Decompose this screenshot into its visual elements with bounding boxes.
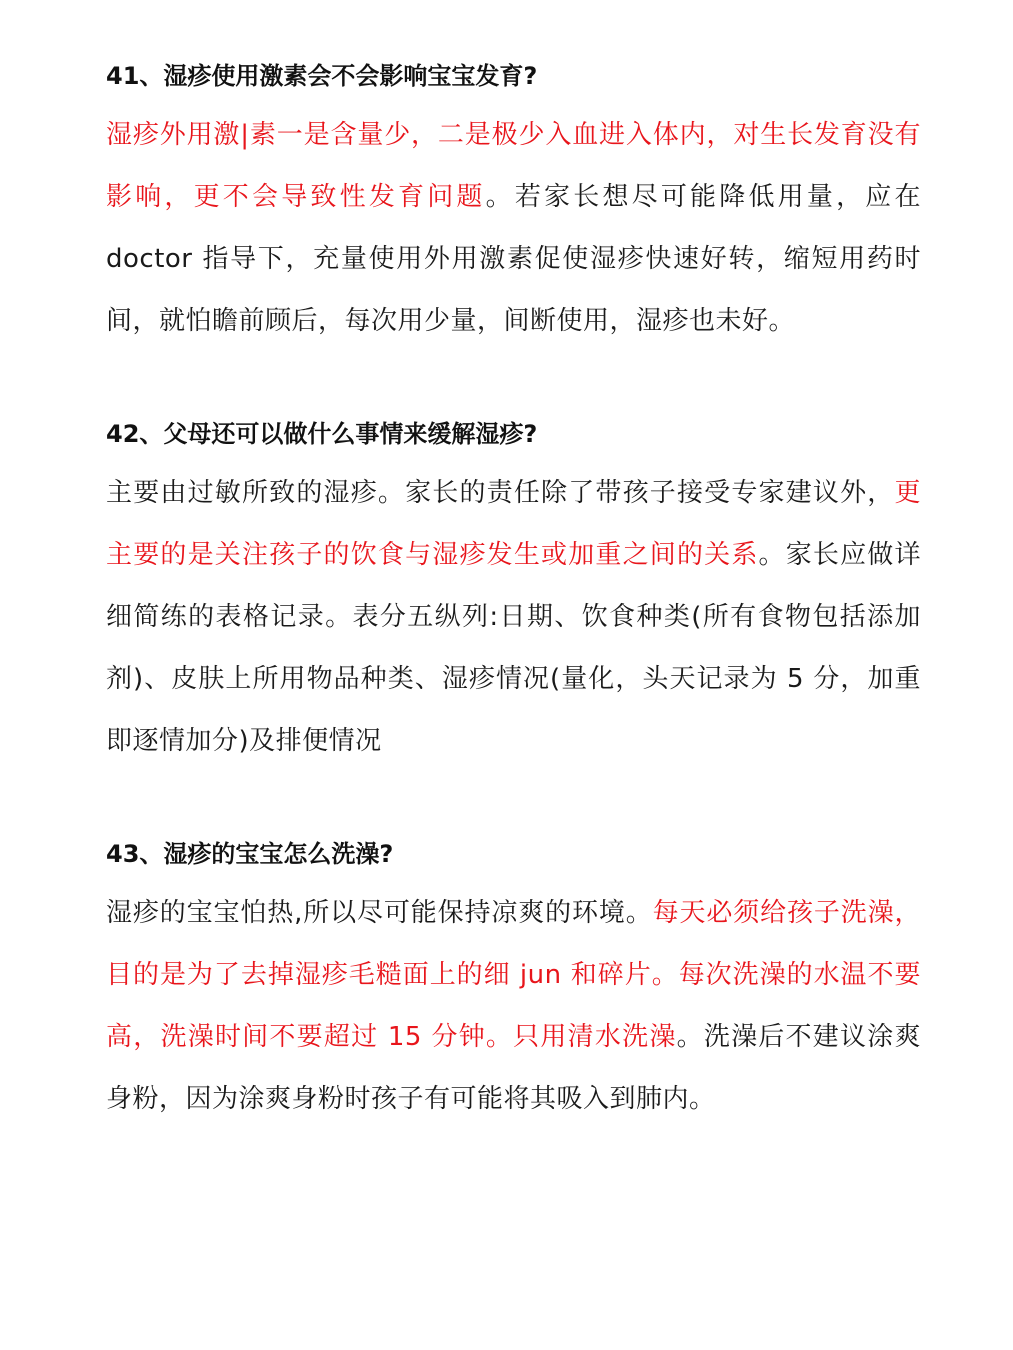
highlighted-text: 更主要的是关注孩子的饮食与湿疹发生或加重之间的关系 xyxy=(106,478,921,570)
answer-paragraph xyxy=(106,104,921,352)
qa-section-41 xyxy=(106,56,921,352)
qa-section-42 xyxy=(106,414,921,772)
highlighted-text: 每天必须给孩子洗澡，目的是为了去掉湿疹毛糙面上的细 jun 和碎片。每次洗澡的水温不要高，洗澡时间不要超过 15 分钟。只用清水洗澡 xyxy=(106,898,921,1052)
question-title: 43、湿疹的宝宝怎么洗澡? xyxy=(106,840,394,868)
answer-paragraph xyxy=(106,462,921,772)
highlighted-text: 湿疹外用激|素一是含量少，二是极少入血进入体内，对生长发育没有影响，更不会导致性发育问题 xyxy=(106,120,921,212)
answer-paragraph xyxy=(106,882,921,1130)
question-title: 42、父母还可以做什么事情来缓解湿疹? xyxy=(106,420,538,448)
body-text: 。洗澡后不建议涂爽身粉，因为涂爽身粉时孩子有可能将其吸入到肺内。 xyxy=(106,1022,921,1114)
body-text: 。家长应做详细简练的表格记录。表分五纵列:日期、饮食种类(所有食物包括添加剂)、皮肤上所用物品种类、湿疹情况(量化，头天记录为 5 分，加重即逐情加分)及排便情况 xyxy=(106,540,921,756)
qa-section-43 xyxy=(106,834,921,1130)
body-text: 湿疹的宝宝怕热,所以尽可能保持凉爽的环境。 xyxy=(106,898,653,928)
body-text: 。若家长想尽可能降低用量，应在doctor 指导下，充量使用外用激素促使湿疹快速好转，缩短用药时间，就怕瞻前顾后，每次用少量，间断使用，湿疹也未好。 xyxy=(106,182,921,336)
body-text: 主要由过敏所致的湿疹。家长的责任除了带孩子接受专家建议外， xyxy=(106,478,895,508)
question-title: 41、湿疹使用激素会不会影响宝宝发育? xyxy=(106,62,538,90)
